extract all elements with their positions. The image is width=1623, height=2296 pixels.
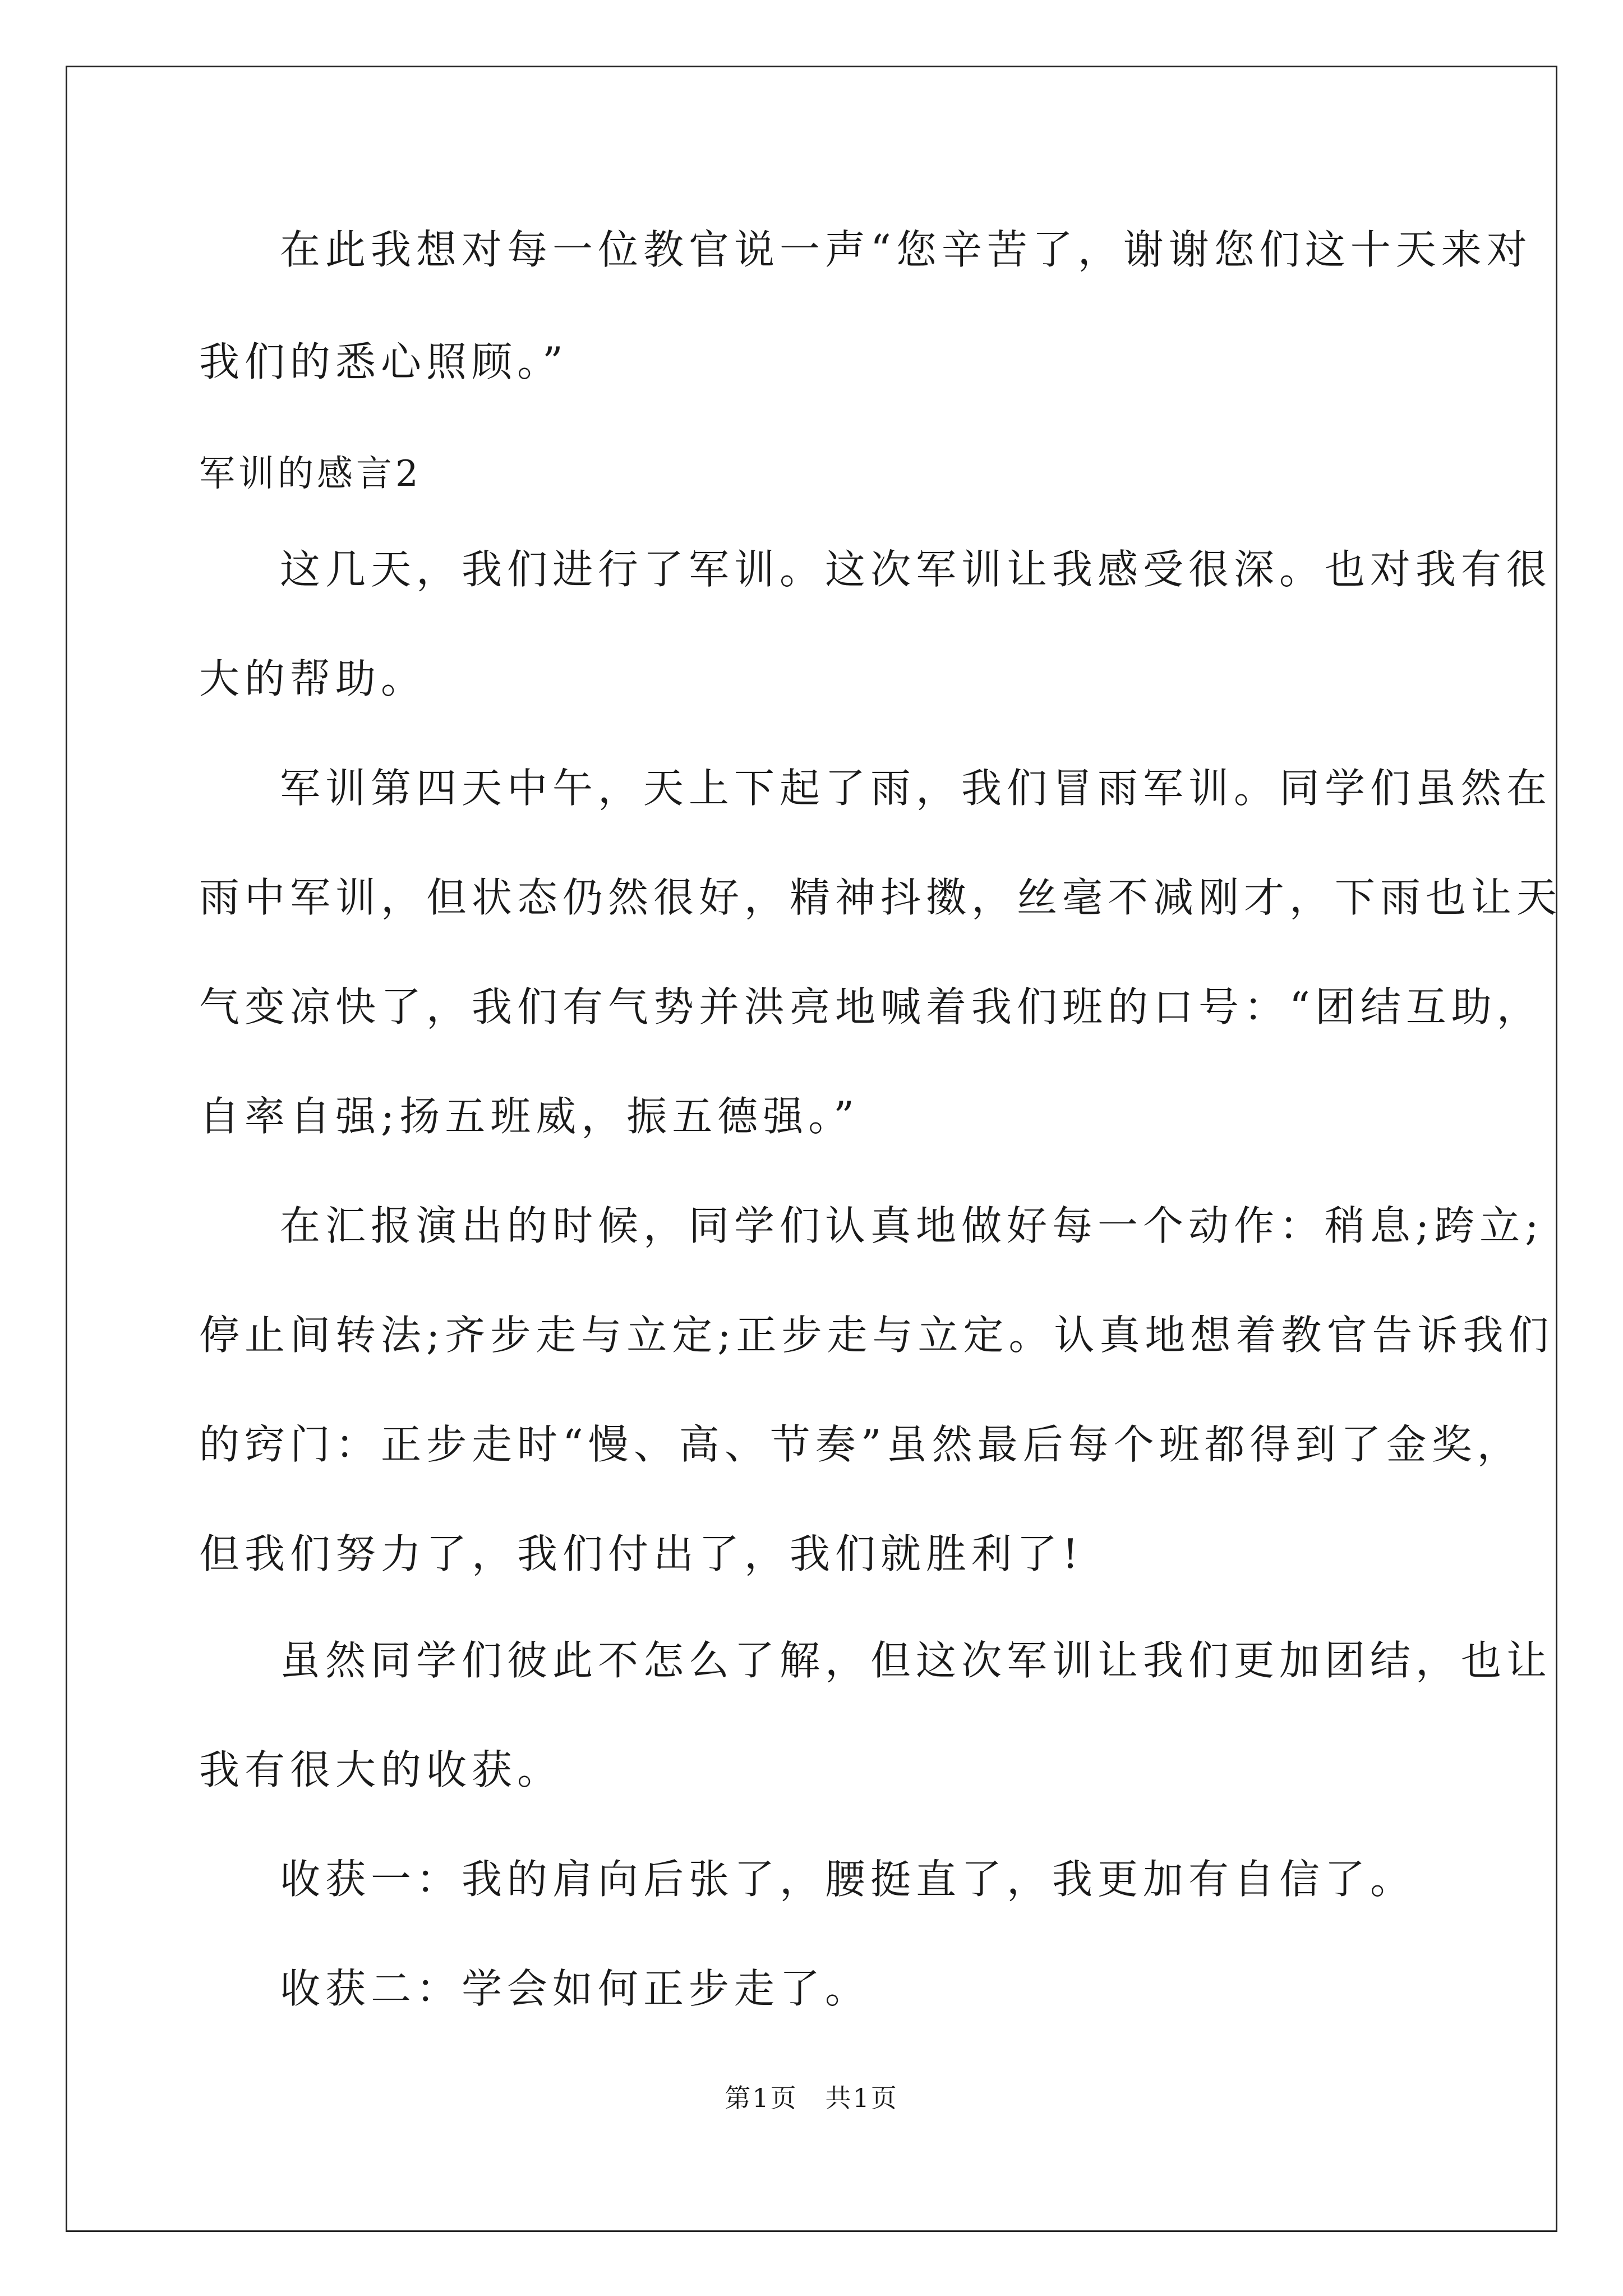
paragraph-2-line-1: 这几天，我们进行了军训。这次军训让我感受很深。也对我有很 [280,546,1552,593]
paragraph-3-line-4: 自率自强;扬五班威，振五德强。” [199,1093,860,1140]
page-footer: 第1页 共1页 [725,2083,898,2113]
section-heading: 军训的感言2 [199,453,422,495]
paragraph-3-line-1: 军训第四天中午，天上下起了雨，我们冒雨军训。同学们虽然在 [280,765,1552,812]
paragraph-7-line-1: 收获二：学会如何正步走了。 [280,1965,871,2012]
paragraph-6-line-1: 收获一：我的肩向后张了，腰挺直了，我更加有自信了。 [280,1856,1416,1903]
paragraph-1-line-2: 我们的悉心照顾。” [199,338,568,385]
paragraph-4-line-2: 停止间转法;齐步走与立定;正步走与立定。认真地想着教官告诉我们 [199,1312,1554,1359]
paragraph-4-line-4: 但我们努力了，我们付出了，我们就胜利了! [199,1530,1083,1577]
paragraph-3-line-2: 雨中军训，但状态仍然很好，精神抖擞，丝毫不减刚才，下雨也让天 [199,874,1562,921]
paragraph-1-line-1: 在此我想对每一位教官说一声“您辛苦了，谢谢您们这十天来对 [280,226,1532,273]
paragraph-4-line-1: 在汇报演出的时候，同学们认真地做好每一个动作：稍息;跨立; [280,1202,1544,1249]
paragraph-5-line-1: 虽然同学们彼此不怎么了解，但这次军训让我们更加团结，也让 [280,1637,1552,1684]
paragraph-2-line-2: 大的帮助。 [199,655,427,702]
paragraph-3-line-3: 气变凉快了，我们有气势并洪亮地喊着我们班的口号：“团结互助， [199,983,1542,1030]
paragraph-4-line-3: 的窍门：正步走时“慢、高、节奏”虽然最后每个班都得到了金奖， [199,1421,1523,1468]
paragraph-5-line-2: 我有很大的收获。 [199,1746,563,1793]
